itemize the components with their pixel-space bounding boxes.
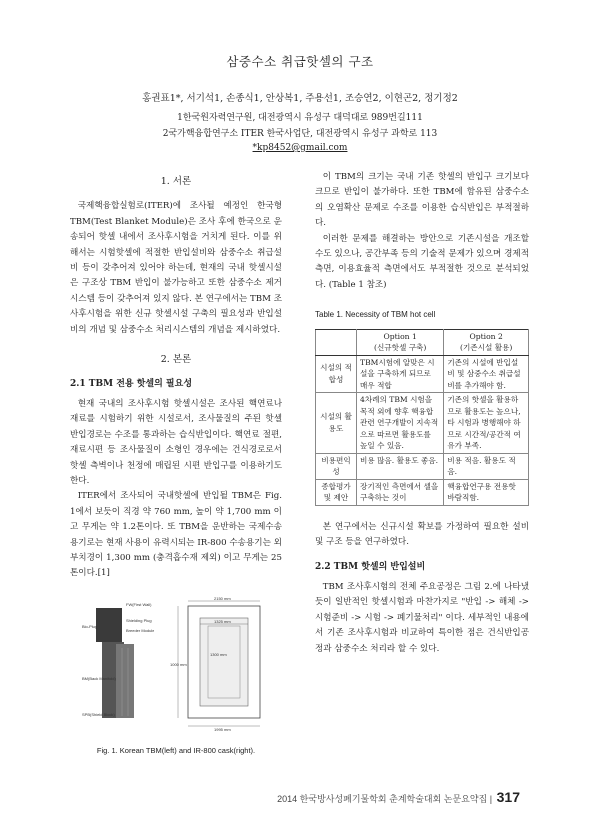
page-footer [277, 789, 520, 805]
table-1 [315, 329, 529, 506]
fig-dim-2150: 2150 mm [214, 595, 231, 601]
page-number: 317 [496, 789, 520, 805]
affiliation-2: 2국가핵융합연구소 ITER 한국사업단, 대전광역시 유성구 과학로 113 [162, 129, 438, 139]
footer-separator: | [489, 794, 493, 804]
intro-paragraph: 국제핵융합실험로(ITER)에 조사될 예정인 한국형 TBM(Test Blanket Module)은 조사 후에 한국으로 운송되어 핫셀 내에서 조사후시험을 거치게 된다. 이를 위해서는 시험핫셀에 적절한 반입설비와 삼중수소 취급설비 등이 갖추어져 있어야 하는데, 현재의 국내 핫셀시설은 구조상 TBM 반입이 불가능하고 또한 삼중수소 제거시스템 등이 갖추어져 있지 않다. 본 연구에서는 TBM 조사후시험을 위한 신규 핫셀시설 구축의 필요성과 반입설비의 개념 및 삼중수소 처리시스템의 개념을 제시하였다. [70, 201, 282, 335]
tbm-module-illustration [82, 598, 154, 728]
fig-label-bio-plug: Bio-Plug [82, 623, 98, 629]
table-header-option2: Option 2 (기존시설 활용) [444, 329, 529, 355]
table-1-title: Table 1. Necessity of TBM hot cell [315, 310, 436, 320]
body-paragraph-5: 본 연구에서는 신규시설 확보를 가정하여 필요한 설비 및 구조 등을 연구하였다. [315, 521, 529, 548]
fig-label-fw: FW(First Wall) [126, 601, 152, 607]
author-list: 홍권표1*, 서기석1, 손종식1, 안상복1, 주용선1, 조승연2, 이현곤2, 정기정2 [142, 93, 458, 104]
fig-label-bm: BM(Back Manifold) [82, 675, 116, 681]
fig-label-breeder-module: Breeder Module [126, 627, 154, 633]
right-column [315, 170, 529, 657]
body-paragraph-2: ITER에서 조사되어 국내핫셀에 반입될 TBM은 Fig. 1에서 보듯이 직경 약 760 mm, 높이 약 1,700 mm 이고 무게는 약 1.2톤이다. 또 TBM을 운반하는 국제수송용기로는 현재 사용이 유력시되는 IR-800 수송용기는 외부치경이 1,300 mm (충격흡수재 제외) 이고 무게는 25톤이다.[1] [70, 491, 282, 579]
left-column [70, 170, 282, 758]
subsection-heading-2-1: 2.1 TBM 전용 핫셀의 필요성 [70, 379, 193, 390]
table-header-blank [316, 329, 357, 355]
subsection-heading-2-2: 2.2 TBM 핫셀의 반입설비 [315, 562, 426, 573]
table-row: 비용편익성 비용 많음. 활용도 좋음. 비용 적음. 활용도 적음. [316, 453, 529, 479]
fig-dim-1995: 1995 mm [214, 726, 231, 732]
ir800-cask-drawing [170, 596, 275, 732]
table-row: 종합평가 및 제안 장기적인 측면에서 셀을 구축하는 것이 핵융합연구용 전용핫 바람직함. [316, 479, 529, 505]
fig-label-spb: SPB(Shield Block) [82, 711, 115, 717]
body-paragraph-4: 이러한 문제를 해결하는 방안으로 기존시설을 개조할 수도 있으나, 공간부족 등의 기술적 문제가 있으며 경제적 측면, 이용효율적 측면에서도 부적절한 것으로 분석되었다. (Table 1 참조) [315, 233, 529, 290]
table-header-option1: Option 1 (신규핫셀 구축) [357, 329, 444, 355]
fig-dim-1000: 1000 mm [170, 661, 187, 667]
figure-1-caption: Fig. 1. Korean TBM(left) and IR-800 cask(right). [96, 745, 256, 755]
section-heading-intro: 1. 서론 [160, 176, 192, 187]
table-row: 시설의 활용도 4차례의 TBM 시험을 목적 외에 향후 핵융합관련 연구개발이 지속적으로 따르면 활용도를 높일 수 있음. 기존의 핫셀을 활용하므로 활용도는 높으나, 타 시험과 병행해야 하므로 시간적/공간적 여유가 부족. [316, 393, 529, 454]
affiliation-1: 1한국원자력연구원, 대전광역시 유성구 대덕대로 989번길111 [177, 113, 423, 123]
body-paragraph-1: 현재 국내의 조사후시험 핫셀시설은 조사된 핵연료나 재료를 시험하기 위한 시설로서, 조사물질의 주된 핫셀 반입경로는 수조를 통과하는 습식반입이다. 핵연료 절편, 재료시편 등 조사물질이 소형인 경우에는 건식경로로서 핫셀 측벽이나 천정에 매립된 시편 반입구를 이용하기도 한다. [70, 398, 282, 486]
paper-title: 삼중수소 취급핫셀의 구조 [226, 54, 374, 69]
conference-name: 2014 한국방사성폐기물학회 춘계학술대회 논문요약집 [277, 794, 488, 804]
fig-label-shielding-plug: Shielding Plug [126, 617, 152, 623]
table-row: 시설의 적합성 TBM시험에 알맞은 시설을 구축하게 되므로 매우 적합 기존의 시설에 반입설비 및 삼중수소 취급설비를 추가해야 함. [316, 355, 529, 393]
body-paragraph-3: 이 TBM의 크기는 국내 기존 핫셀의 반입구 크기보다 크므로 반입이 불가하다. 또한 TBM에 함유된 삼중수소의 오염확산 문제로 수조를 이용한 습식반입은 부적절하다. [315, 172, 529, 229]
figure-1 [70, 592, 282, 737]
body-paragraph-6: TBM 조사후시험의 전체 주요공정은 그림 2.에 나타냈듯이 일반적인 핫셀시험과 마찬가지로 "반입 -> 해체 -> 시험준비 -> 시험 -> 폐기물처리" 이다. 세부적인 내용에서 기존 조사후시험과 비교하여 특이한 점은 건식반입공정과 삼중수소 처리라 할 수 있다. [315, 581, 529, 654]
fig-dim-1300: 1300 mm [210, 651, 227, 657]
contact-email[interactable]: *kp8452@gmail.com [252, 143, 348, 153]
section-heading-body: 2. 본론 [160, 354, 192, 366]
fig-dim-1325: 1325 mm [214, 618, 231, 624]
